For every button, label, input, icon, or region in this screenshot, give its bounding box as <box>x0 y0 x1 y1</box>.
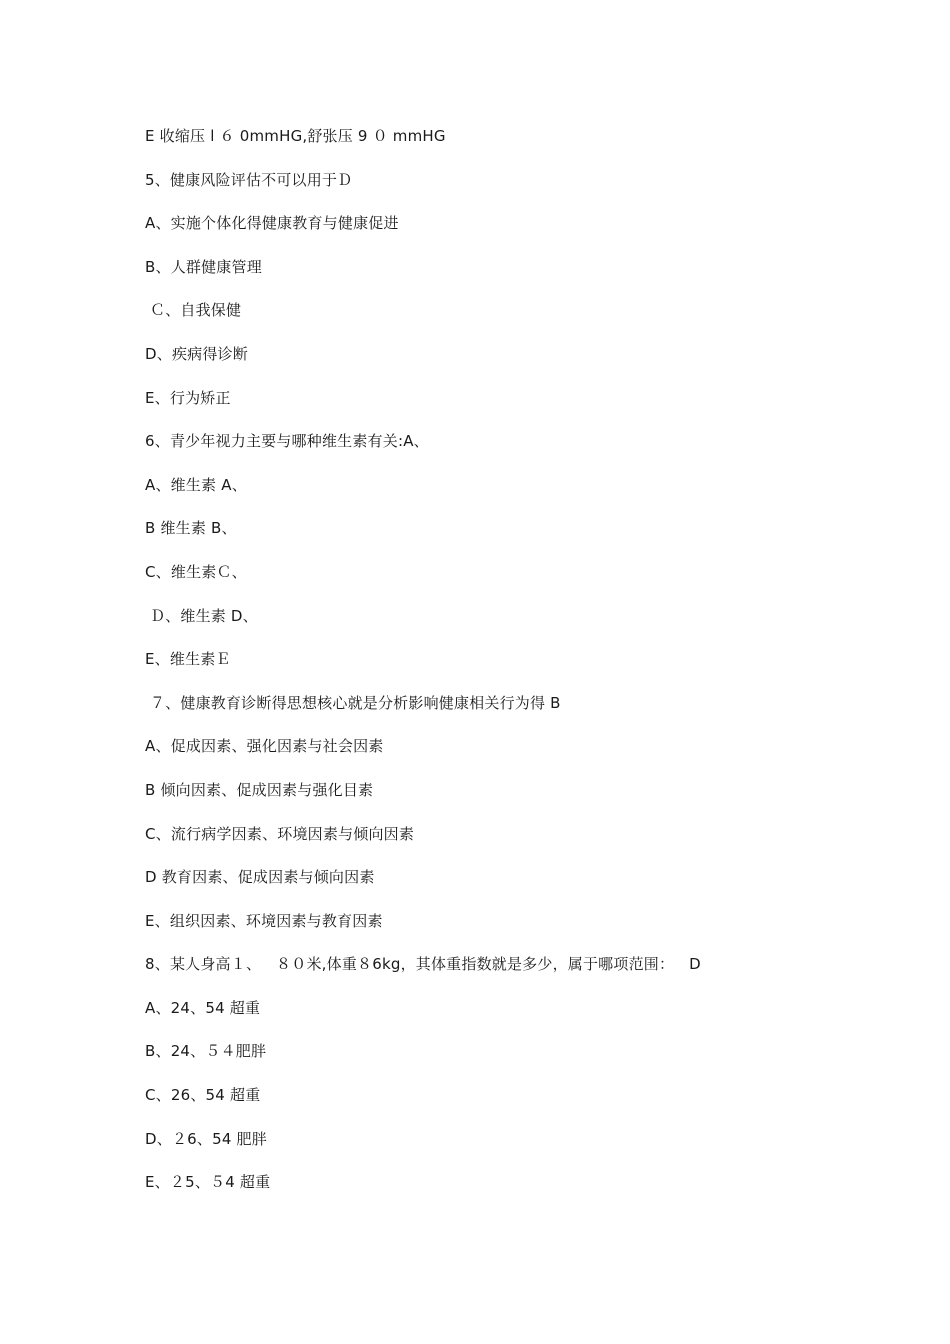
option-d: D 教育因素、促成因素与倾向因素 <box>145 868 375 887</box>
option-c: C、26、54 超重 <box>145 1086 261 1105</box>
option-b: B、24、５４肥胖 <box>145 1042 267 1061</box>
option-b: B、人群健康管理 <box>145 257 262 276</box>
option-a: A、促成因素、强化因素与社会因素 <box>145 737 384 756</box>
option-e: E、２5、５4 超重 <box>145 1173 271 1192</box>
option-a: A、实施个体化得健康教育与健康促进 <box>145 214 399 233</box>
option-e: E、维生素Ｅ <box>145 650 231 669</box>
option-a: A、维生素 A、 <box>145 475 247 494</box>
option-d: D、疾病得诊断 <box>145 344 248 363</box>
option-c: C、流行病学因素、环境因素与倾向因素 <box>145 824 415 843</box>
option-e: E、行为矫正 <box>145 388 231 407</box>
option-b: B 倾向因素、促成因素与强化目素 <box>145 780 374 799</box>
option-c: Ｃ、自我保健 <box>145 301 242 320</box>
question-8: 8、某人身高１、 ８０米,体重８6kg，其体重指数就是多少，属于哪项范围： D <box>145 955 701 974</box>
question-7: ７、健康教育诊断得思想核心就是分析影响健康相关行为得 B <box>145 693 561 712</box>
option-c: C、维生素Ｃ、 <box>145 562 247 581</box>
option-e: E、组织因素、环境因素与教育因素 <box>145 911 383 930</box>
option-d: D、２6、54 肥胖 <box>145 1129 267 1148</box>
option-b: B 维生素 B、 <box>145 519 237 538</box>
text-line: E 收缩压 l ６ 0mmHG,舒张压 9 ０ mmHG <box>145 127 446 145</box>
option-d: Ｄ、维生素 D、 <box>145 606 258 625</box>
option-a: A、24、54 超重 <box>145 998 261 1017</box>
question-6: 6、青少年视力主要与哪种维生素有关:A、 <box>145 432 429 451</box>
question-5: 5、健康风险评估不可以用于Ｄ <box>145 170 353 189</box>
document-body <box>145 124 845 1214</box>
